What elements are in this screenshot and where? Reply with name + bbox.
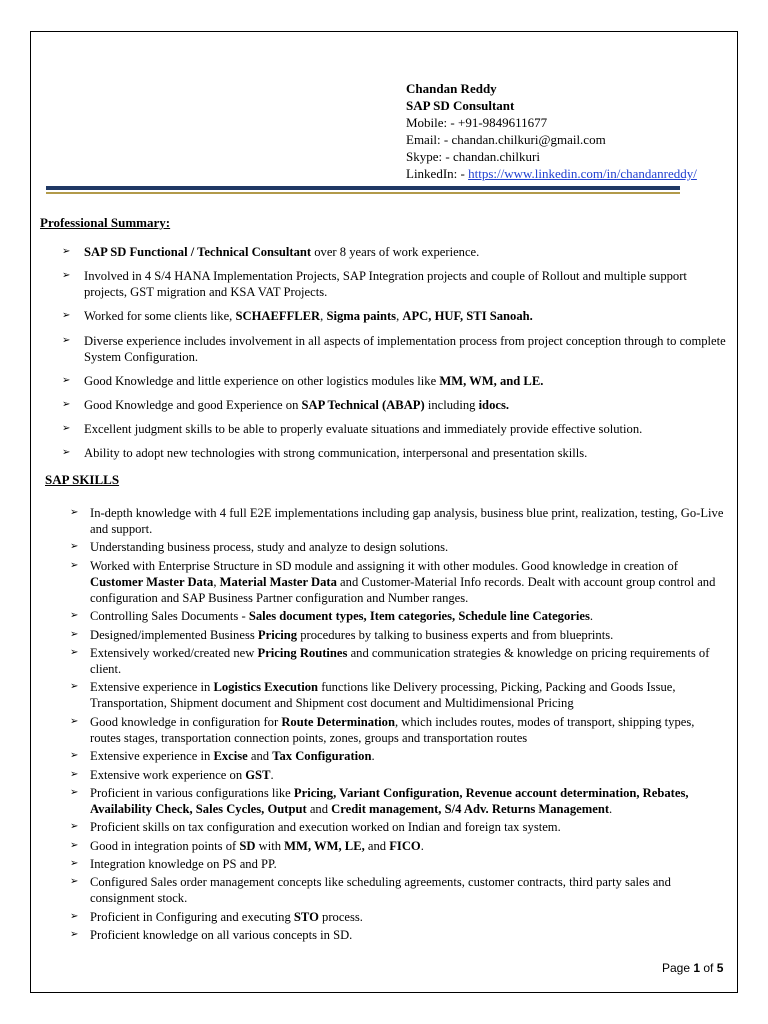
page-label: Page bbox=[662, 961, 694, 975]
list-item bbox=[70, 714, 726, 746]
bold-text: MM, WM, and LE. bbox=[439, 373, 544, 388]
header-divider-accent bbox=[46, 192, 680, 194]
bold-text: Customer Master Data bbox=[90, 574, 214, 589]
text: . bbox=[589, 609, 593, 624]
email-line: Email: - chandan.chilkuri@gmail.com bbox=[406, 132, 606, 147]
page-current: 1 bbox=[693, 961, 701, 975]
bold-text: Logistics Execution bbox=[213, 680, 319, 695]
bold-text: Credit management, S/4 Adv. Returns Management bbox=[331, 801, 610, 816]
bold-text: Pricing bbox=[257, 627, 298, 642]
list-item bbox=[70, 819, 726, 835]
text: and Customer-Material Info records. Dealt with account group control and configuration and SAP Business Partner configuration and Number ranges. bbox=[90, 574, 716, 605]
text: and bbox=[364, 838, 390, 853]
bullet-arrow-icon: ➢ bbox=[70, 910, 79, 922]
page-number bbox=[662, 961, 723, 975]
summary-heading: Professional Summary: bbox=[40, 215, 171, 230]
text: . bbox=[371, 749, 375, 764]
text: process. bbox=[318, 909, 363, 924]
text: and bbox=[247, 749, 273, 764]
bullet-arrow-icon: ➢ bbox=[62, 374, 71, 386]
linkedin-label: LinkedIn: - bbox=[406, 166, 469, 181]
text: Good knowledge in configuration for bbox=[90, 714, 282, 729]
bullet-arrow-icon: ➢ bbox=[62, 246, 71, 257]
list-item bbox=[70, 856, 726, 872]
bold-text: GST bbox=[245, 767, 271, 782]
bullet-arrow-icon: ➢ bbox=[70, 628, 79, 640]
text: Proficient in various configurations like bbox=[90, 785, 294, 800]
list-item bbox=[70, 785, 726, 817]
contact-header bbox=[406, 80, 697, 182]
list-item bbox=[70, 838, 726, 854]
bold-text: Excise bbox=[213, 749, 248, 764]
bold-text: APC, HUF, STI Sanoah. bbox=[402, 309, 533, 324]
bullet-arrow-icon: ➢ bbox=[62, 334, 71, 346]
bold-text: Pricing, Variant Configuration, Revenue account determination, Rebates, Availability Check, Sales Cycles, Output bbox=[90, 785, 689, 816]
text: Good Knowledge and good Experience on bbox=[84, 397, 302, 412]
list-item bbox=[62, 333, 726, 365]
text: Extensive experience in bbox=[90, 680, 214, 695]
list-item bbox=[62, 397, 726, 413]
bullet-arrow-icon: ➢ bbox=[62, 270, 71, 282]
text: Designed/implemented Business bbox=[90, 627, 258, 642]
bold-text: SAP SD Functional / Technical Consultant bbox=[84, 245, 312, 259]
list-item bbox=[62, 268, 726, 300]
list-item bbox=[70, 874, 726, 906]
text: functions like Delivery processing, Picking, Packing and Goods Issue, Transportation, Shipment document and Shipment cost document and Multidimensional Pricing bbox=[90, 680, 676, 711]
candidate-title: SAP SD Consultant bbox=[406, 98, 515, 113]
text: In-depth knowledge with 4 full E2E implementations including gap analysis, business blue print, realization, testing, Go-Live and support. bbox=[90, 506, 724, 536]
list-item bbox=[70, 645, 726, 677]
text: Diverse experience includes involvement in all aspects of implementation process from project conception through to complete System Configuration. bbox=[84, 333, 726, 364]
list-item bbox=[70, 748, 726, 764]
bold-text: Sigma paints bbox=[326, 309, 397, 324]
list-item bbox=[62, 421, 726, 437]
list-item bbox=[70, 679, 726, 711]
list-item bbox=[70, 627, 726, 643]
text: Good in integration points of bbox=[90, 838, 240, 853]
bold-text: Material Master Data bbox=[219, 574, 337, 589]
bullet-arrow-icon: ➢ bbox=[70, 821, 79, 833]
bold-text: Sales document types, Item categories, Schedule line Categories bbox=[248, 609, 590, 624]
bullet-arrow-icon: ➢ bbox=[70, 858, 79, 870]
bullet-arrow-icon: ➢ bbox=[62, 398, 71, 410]
text: . bbox=[609, 801, 613, 816]
bullet-arrow-icon: ➢ bbox=[70, 786, 79, 798]
page-total: 5 bbox=[716, 961, 724, 975]
skype-line: Skype: - chandan.chilkuri bbox=[406, 149, 540, 164]
bullet-arrow-icon: ➢ bbox=[70, 876, 79, 888]
text: Configured Sales order management concepts like scheduling agreements, customer contracts, third party sales and consignment stock. bbox=[90, 875, 671, 906]
list-item bbox=[62, 445, 726, 461]
skills-heading: SAP SKILLS bbox=[45, 472, 120, 487]
text: with bbox=[255, 838, 285, 853]
text: Integration knowledge on PS and PP. bbox=[90, 857, 277, 872]
candidate-name: Chandan Reddy bbox=[406, 81, 497, 96]
text: Proficient knowledge on all various concepts in SD. bbox=[90, 928, 353, 943]
text: . bbox=[420, 838, 424, 853]
text: Excellent judgment skills to be able to properly evaluate situations and immediately provide effective solution. bbox=[84, 422, 643, 437]
mobile-line: Mobile: - +91-9849611677 bbox=[406, 115, 548, 130]
bullet-arrow-icon: ➢ bbox=[62, 447, 71, 459]
text: Ability to adopt new technologies with strong communication, interpersonal and presentation skills. bbox=[84, 446, 588, 461]
text: . bbox=[270, 767, 274, 782]
bullet-arrow-icon: ➢ bbox=[70, 559, 79, 571]
bullet-arrow-icon: ➢ bbox=[70, 681, 79, 693]
text: Proficient skills on tax configuration and execution worked on Indian and foreign tax system. bbox=[90, 820, 561, 835]
linkedin-link[interactable]: https://www.linkedin.com/in/chandanreddy/ bbox=[468, 166, 697, 181]
text: and bbox=[306, 801, 332, 816]
text: and communication strategies & knowledge on pricing requirements of client. bbox=[90, 645, 710, 676]
text: procedures by talking to business experts and from blueprints. bbox=[297, 627, 614, 642]
list-item bbox=[70, 608, 726, 624]
bullet-arrow-icon: ➢ bbox=[70, 715, 79, 727]
list-item bbox=[70, 539, 726, 555]
bold-text: STO bbox=[293, 909, 319, 924]
bullet-arrow-icon: ➢ bbox=[62, 423, 71, 435]
bold-text: idocs. bbox=[478, 397, 510, 412]
text: Good Knowledge and little experience on other logistics modules like bbox=[84, 373, 440, 388]
bullet-arrow-icon: ➢ bbox=[70, 541, 79, 553]
bullet-arrow-icon: ➢ bbox=[70, 839, 79, 851]
text: Worked with Enterprise Structure in SD module and assigning it with other modules. Good knowledge in creation of bbox=[90, 558, 678, 573]
bullet-arrow-icon: ➢ bbox=[70, 610, 79, 622]
header-divider bbox=[46, 186, 680, 190]
linkedin-line bbox=[406, 165, 697, 182]
summary-list bbox=[62, 244, 726, 470]
text: Extensively worked/created new bbox=[90, 645, 258, 660]
page-sep: of bbox=[700, 961, 717, 975]
bullet-arrow-icon: ➢ bbox=[70, 929, 79, 941]
bold-text: SD bbox=[239, 838, 256, 853]
bold-text: MM, WM, LE, bbox=[284, 838, 365, 853]
bullet-arrow-icon: ➢ bbox=[70, 750, 79, 762]
text: Extensive work experience on bbox=[90, 767, 246, 782]
text: Worked for some clients like, bbox=[84, 309, 236, 324]
list-item bbox=[70, 505, 726, 537]
list-item bbox=[70, 909, 726, 925]
text: Controlling Sales Documents - bbox=[90, 609, 249, 624]
bold-text: FICO bbox=[389, 838, 421, 853]
bold-text: SAP Technical (ABAP) bbox=[301, 397, 425, 412]
text: , which includes routes, modes of transport, shipping types, routes stages, transportation connection points, zones, groups and transportation routes bbox=[90, 714, 695, 745]
text: , bbox=[320, 309, 327, 324]
list-item bbox=[70, 767, 726, 783]
skills-list bbox=[70, 505, 726, 946]
text: , bbox=[396, 309, 403, 324]
bullet-arrow-icon: ➢ bbox=[62, 310, 71, 322]
text: Understanding business process, study and analyze to design solutions. bbox=[90, 540, 449, 555]
bullet-arrow-icon: ➢ bbox=[70, 507, 79, 518]
bold-text: SCHAEFFLER bbox=[235, 309, 321, 324]
list-item bbox=[62, 244, 726, 260]
bold-text: Pricing Routines bbox=[257, 645, 348, 660]
text: , bbox=[213, 574, 220, 589]
list-item bbox=[62, 308, 726, 324]
text: over 8 years of work experience. bbox=[311, 245, 480, 259]
bold-text: Route Determination bbox=[281, 714, 395, 729]
list-item bbox=[62, 373, 726, 389]
text: Involved in 4 S/4 HANA Implementation Projects, SAP Integration projects and couple of Rollout and multiple support projects, GST migration and KSA VAT Projects. bbox=[84, 269, 687, 300]
bullet-arrow-icon: ➢ bbox=[70, 646, 79, 658]
text: Extensive experience in bbox=[90, 749, 214, 764]
list-item bbox=[70, 558, 726, 606]
list-item bbox=[70, 927, 726, 943]
bullet-arrow-icon: ➢ bbox=[70, 768, 79, 780]
text: Proficient in Configuring and executing bbox=[90, 909, 294, 924]
text: including bbox=[424, 397, 479, 412]
bold-text: Tax Configuration bbox=[272, 749, 372, 764]
